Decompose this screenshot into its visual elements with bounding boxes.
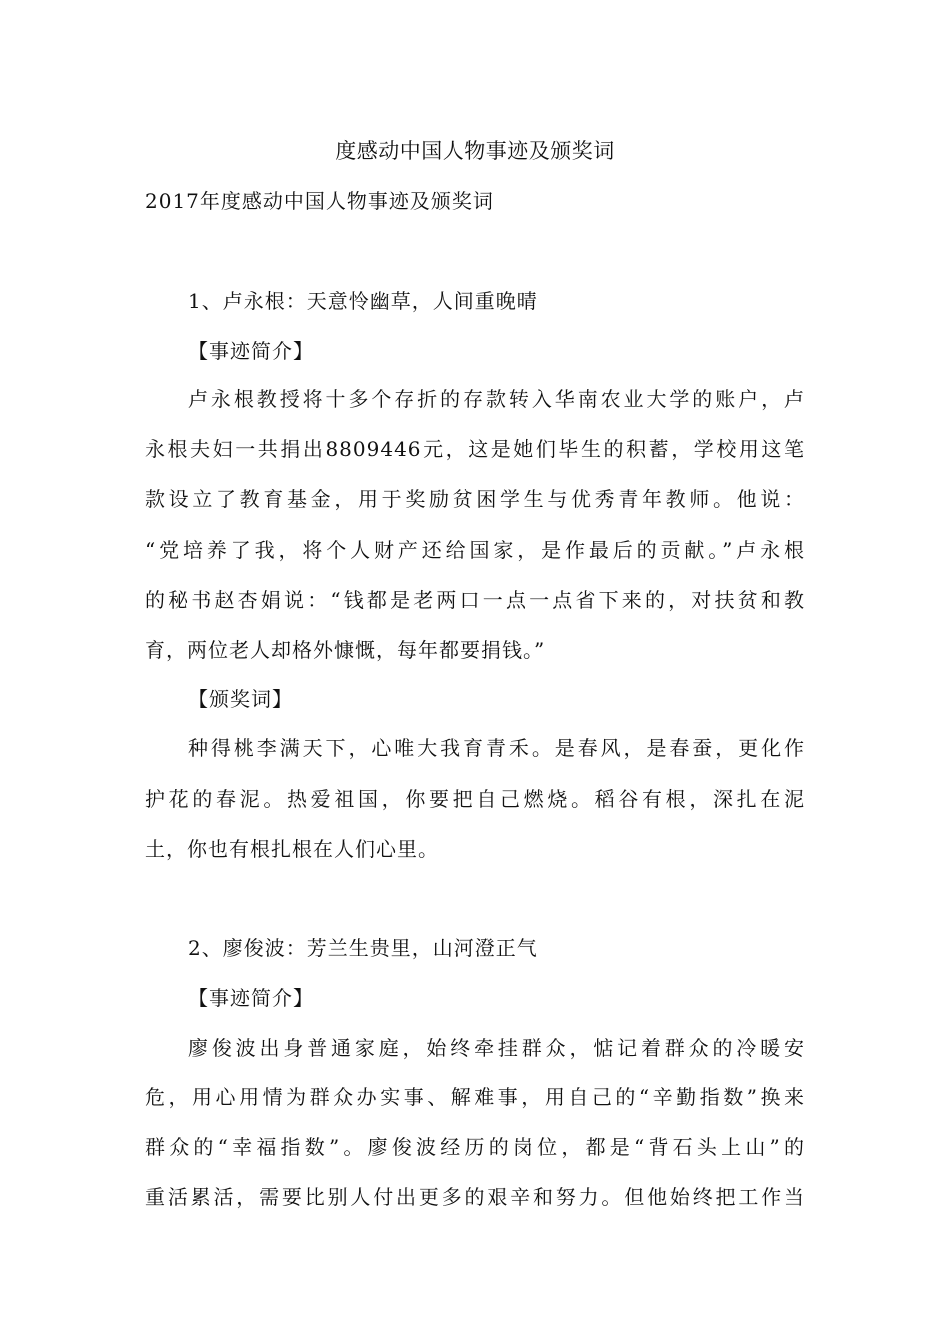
section-1-award-line: 土，你也有根扎根在人们心里。 bbox=[145, 837, 439, 861]
section-1-intro-line: 永根夫妇一共捐出8809446元，这是她们毕生的积蓄，学校用这笔 bbox=[145, 437, 805, 461]
document-title: 度感动中国人物事迹及颁奖词 bbox=[335, 139, 615, 163]
section-1-intro-line: “党培养了我，将个人财产还给国家，是作最后的贡献。”卢永根 bbox=[145, 538, 805, 562]
section-1-intro-line: 的秘书赵杏娟说：“钱都是老两口一点一点省下来的，对扶贫和教 bbox=[145, 588, 805, 612]
section-1-award-line: 种得桃李满天下，心唯大我育青禾。是春风，是春蚕，更化作 bbox=[188, 736, 805, 760]
section-2-intro-label: 【事迹简介】 bbox=[188, 986, 314, 1010]
section-2-intro-line: 重活累活，需要比别人付出更多的艰辛和努力。但他始终把工作当 bbox=[145, 1185, 805, 1209]
section-2-heading: 2、廖俊波：芳兰生贵里，山河澄正气 bbox=[188, 936, 538, 960]
document-subtitle: 2017年度感动中国人物事迹及颁奖词 bbox=[145, 189, 494, 213]
section-2-intro-line: 危，用心用情为群众办实事、解难事，用自己的“辛勤指数”换来 bbox=[145, 1085, 805, 1109]
section-1-intro-line: 卢永根教授将十多个存折的存款转入华南农业大学的账户，卢 bbox=[188, 387, 805, 411]
section-1-intro-line: 育，两位老人却格外慷慨，每年都要捐钱。” bbox=[145, 638, 546, 662]
section-1-intro-label: 【事迹简介】 bbox=[188, 339, 314, 363]
section-1-award-line: 护花的春泥。热爱祖国，你要把自己燃烧。稻谷有根，深扎在泥 bbox=[145, 787, 805, 811]
section-2-intro-line: 廖俊波出身普通家庭，始终牵挂群众，惦记着群众的冷暖安 bbox=[188, 1036, 805, 1060]
section-1-award-label: 【颁奖词】 bbox=[188, 687, 293, 711]
section-2-intro-line: 群众的“幸福指数”。廖俊波经历的岗位，都是“背石头上山”的 bbox=[145, 1135, 805, 1159]
section-1-intro-line: 款设立了教育基金，用于奖励贫困学生与优秀青年教师。他说： bbox=[145, 487, 805, 511]
section-1-heading: 1、卢永根：天意怜幽草，人间重晚晴 bbox=[188, 289, 538, 313]
